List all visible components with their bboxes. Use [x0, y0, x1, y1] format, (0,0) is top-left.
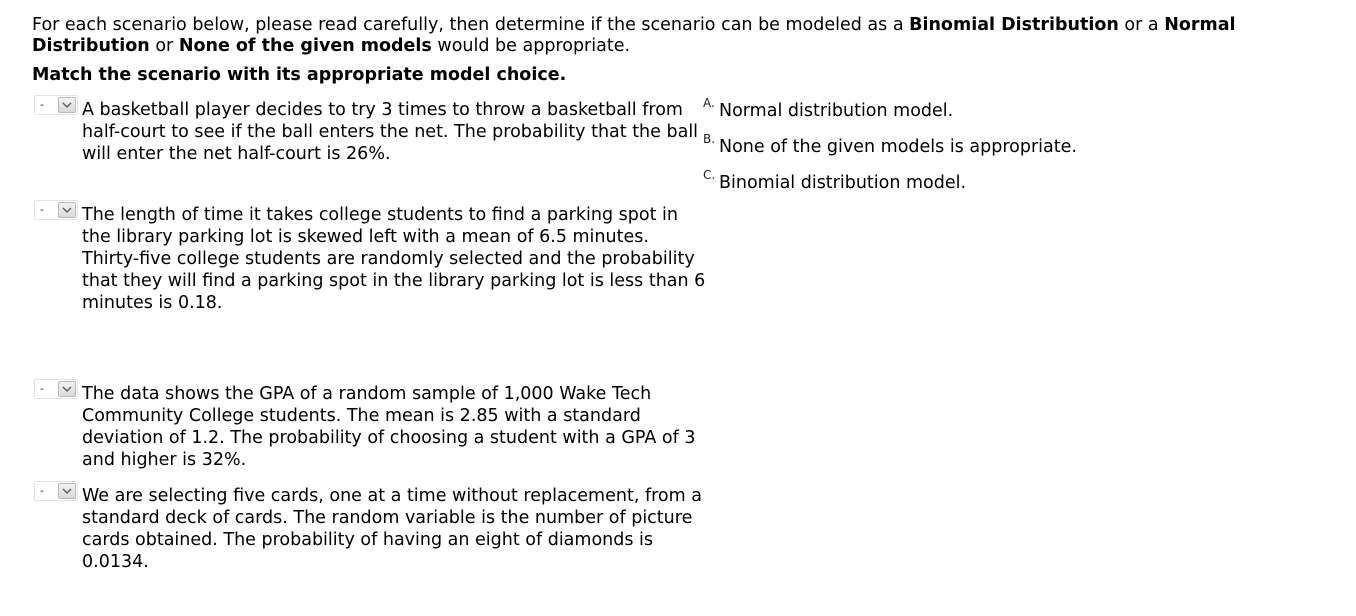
- instructions-part4: would be appropriate.: [431, 36, 631, 56]
- instructions-text: [32, 15, 1322, 57]
- chevron-down-icon: [62, 487, 72, 495]
- dropdown-arrow-button[interactable]: [58, 202, 76, 218]
- select-value: -: [40, 484, 44, 497]
- select-value: -: [40, 382, 44, 395]
- dropdown-arrow-button[interactable]: [58, 381, 76, 397]
- instructions-bold-binomial: Binomial Distribution: [909, 15, 1119, 35]
- option-letter: A.: [703, 96, 715, 110]
- scenario-3-text: The data shows the GPA of a random sample of 1,000 Wake Tech Community College students. The mean is 2.85 with a standard deviation of 1.2. The probability of choosing a student with a GPA of 3 and higher is 32%.: [82, 384, 696, 470]
- option-text: None of the given models is appropriate.: [719, 137, 1077, 157]
- chevron-down-icon: [62, 385, 72, 393]
- instructions-part2: or a: [1118, 15, 1165, 35]
- chevron-down-icon: [62, 206, 72, 214]
- scenario-1-answer-select[interactable]: [34, 95, 78, 115]
- scenario-4-answer-select[interactable]: [34, 481, 78, 501]
- scenario-1-text: A basketball player decides to try 3 times to throw a basketball from half-court to see if the ball enters the net. The probability that the ball will enter the net half-court is 26%.: [82, 100, 699, 164]
- dropdown-arrow-button[interactable]: [58, 97, 76, 113]
- instructions-part3: or: [149, 36, 179, 56]
- instructions-bold-normal: Normal Distribution: [32, 15, 1236, 56]
- scenario-2-answer-select[interactable]: [34, 200, 78, 220]
- scenario-2-text: The length of time it takes college students to find a parking spot in the library parking lot is skewed left with a mean of 6.5 minutes. Thirty-five college students are randomly selected and the probability that they will find a parking spot in the library parking lot is less than 6 minutes is 0.18.: [82, 205, 706, 313]
- select-value: -: [40, 98, 44, 111]
- chevron-down-icon: [62, 101, 72, 109]
- dropdown-arrow-button[interactable]: [58, 483, 76, 499]
- instructions-bold-none: None of the given models: [178, 36, 432, 56]
- option-letter: C.: [703, 168, 716, 182]
- match-title: Match the scenario with its appropriate model choice.: [32, 65, 567, 85]
- scenario-4-text: We are selecting five cards, one at a time without replacement, from a standard deck of cards. The random variable is the number of picture cards obtained. The probability of having an eight of diamonds is 0.0134.: [82, 486, 702, 572]
- option-text: Normal distribution model.: [719, 101, 954, 121]
- scenario-3-answer-select[interactable]: [34, 379, 78, 399]
- instructions-part1: For each scenario below, please read carefully, then determine if the scenario can be modeled as a: [32, 15, 910, 35]
- select-value: -: [40, 203, 44, 216]
- option-text: Binomial distribution model.: [719, 173, 967, 193]
- option-letter: B.: [703, 132, 716, 146]
